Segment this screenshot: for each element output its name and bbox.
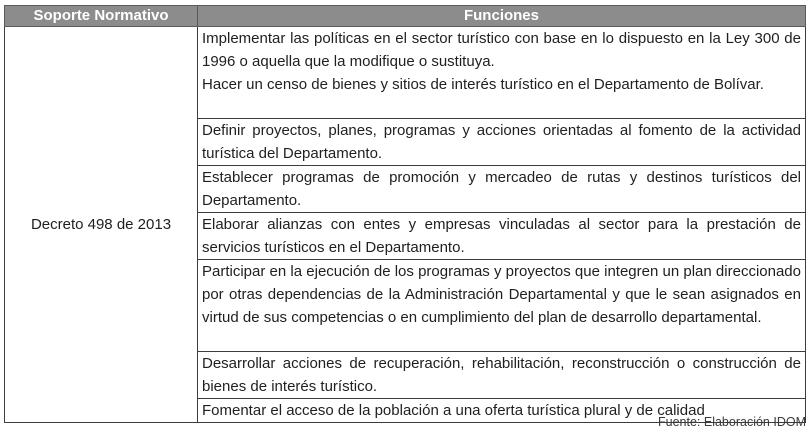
header-funciones: Funciones — [198, 6, 806, 27]
function-cell: Definir proyectos, planes, programas y acciones orientadas al fomento de la actividad turística del Departamento. — [198, 119, 806, 166]
function-cell: Desarrollar acciones de recuperación, rehabilitación, reconstrucción o construcción de bienes de interés turístico. — [198, 352, 806, 399]
table-header-row — [5, 6, 806, 27]
functions-table — [4, 5, 806, 423]
function-text: Hacer un censo de bienes y sitios de interés turístico en el Departamento de Bolívar. — [202, 76, 764, 93]
function-cell — [198, 27, 806, 119]
function-cell: Participar en la ejecución de los programas y proyectos que integren un plan direccionado por otras dependencias de la Administración Departamental y que le sean asignados en virtud de sus competencias o en cumplimiento del plan de desarrollo departamental. — [198, 260, 806, 352]
function-cell: Fomentar el acceso de la población a una oferta turística plural y de calidad — [198, 399, 806, 423]
header-soporte-normativo: Soporte Normativo — [5, 6, 198, 27]
decree-cell: Decreto 498 de 2013 — [5, 27, 198, 423]
function-cell: Establecer programas de promoción y mercadeo de rutas y destinos turísticos del Departamento. — [198, 166, 806, 213]
function-text: Implementar las políticas en el sector turístico con base en lo dispuesto en la Ley 300 de 1996 o aquella que la modifique o sustituya. — [202, 30, 801, 70]
source-caption: Fuente: Elaboración IDOM — [658, 415, 806, 429]
function-cell: Elaborar alianzas con entes y empresas vinculadas al sector para la prestación de servicios turísticos en el Departamento. — [198, 213, 806, 260]
table-row — [5, 27, 806, 119]
